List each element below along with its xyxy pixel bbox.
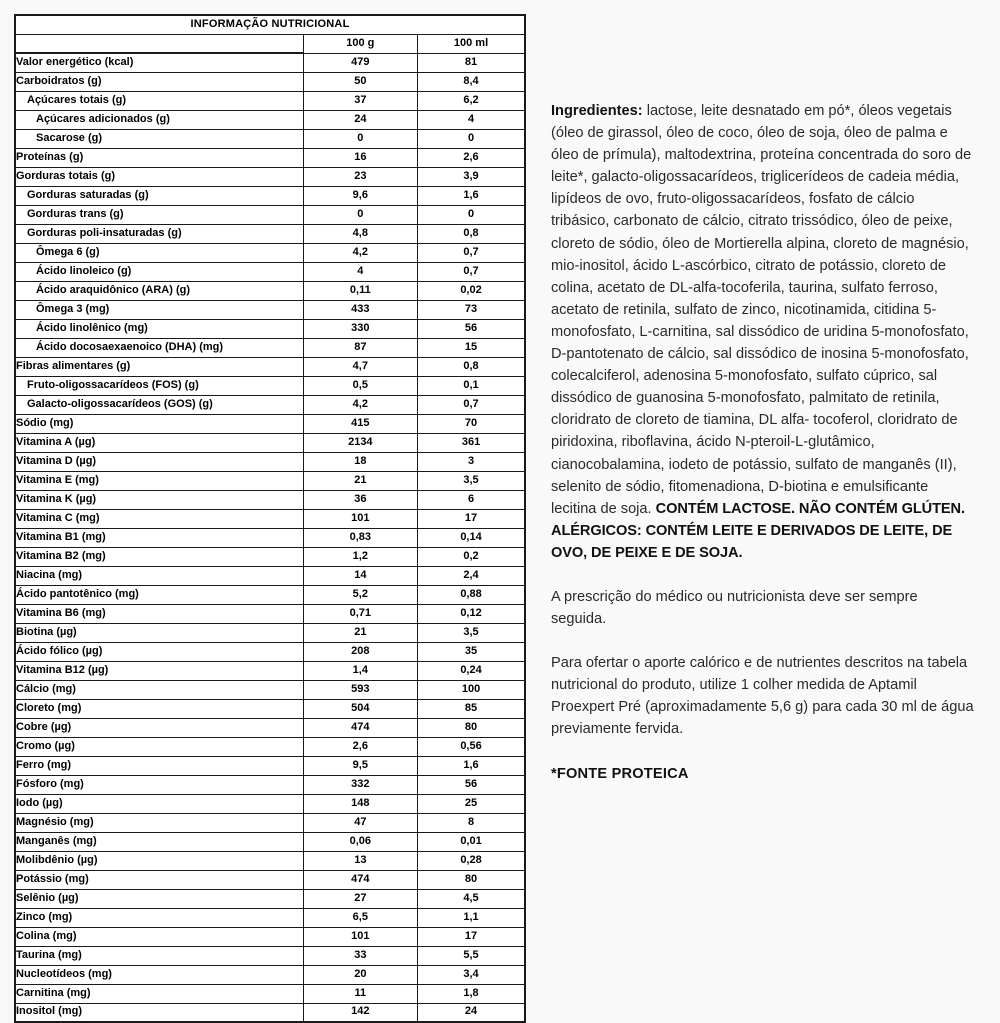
nutrient-value-100ml: 0,24 [418,661,525,680]
nutrient-value-100g: 0,11 [303,281,417,300]
nutrient-value-100g: 9,6 [303,186,417,205]
nutrient-name: Nucleotídeos (mg) [15,965,303,984]
nutrient-value-100g: 4,7 [303,357,417,376]
nutrient-value-100g: 87 [303,338,417,357]
column-header-100ml: 100 ml [418,34,525,53]
nutrient-value-100g: 1,4 [303,661,417,680]
nutrient-value-100ml: 0,28 [418,851,525,870]
table-row [15,718,525,737]
table-row [15,566,525,585]
nutrient-name: Vitamina K (µg) [15,490,303,509]
table-title-row [15,15,525,34]
table-row [15,547,525,566]
nutrient-value-100ml: 8,4 [418,72,525,91]
nutrient-name: Carboidratos (g) [15,72,303,91]
ingredients-paragraph [551,100,975,564]
nutrient-value-100ml: 0 [418,129,525,148]
table-row [15,699,525,718]
nutrient-name: Gorduras saturadas (g) [15,186,303,205]
table-row [15,851,525,870]
nutrient-name: Açúcares totais (g) [15,91,303,110]
nutrient-value-100g: 332 [303,775,417,794]
table-row [15,224,525,243]
nutrient-value-100ml: 80 [418,718,525,737]
nutrient-name: Fósforo (mg) [15,775,303,794]
nutrient-value-100ml: 35 [418,642,525,661]
nutrient-value-100g: 37 [303,91,417,110]
nutrient-value-100ml: 0 [418,205,525,224]
nutrient-value-100g: 23 [303,167,417,186]
nutrient-value-100ml: 56 [418,775,525,794]
nutrient-value-100g: 33 [303,946,417,965]
table-row [15,110,525,129]
table-row [15,585,525,604]
nutrient-value-100ml: 6 [418,490,525,509]
table-row [15,756,525,775]
table-row [15,927,525,946]
nutrient-value-100g: 50 [303,72,417,91]
table-row [15,984,525,1003]
nutrient-value-100ml: 0,7 [418,395,525,414]
nutrient-name: Vitamina B6 (mg) [15,604,303,623]
nutrient-name: Vitamina B12 (µg) [15,661,303,680]
nutrient-value-100g: 4 [303,262,417,281]
table-row [15,813,525,832]
nutrient-name: Gorduras totais (g) [15,167,303,186]
nutrient-name: Ferro (mg) [15,756,303,775]
table-row [15,243,525,262]
nutrient-name: Cobre (µg) [15,718,303,737]
nutrient-value-100ml: 0,12 [418,604,525,623]
nutrient-value-100ml: 0,01 [418,832,525,851]
nutrient-value-100ml: 25 [418,794,525,813]
nutrient-name: Fruto-oligossacarídeos (FOS) (g) [15,376,303,395]
nutrient-name: Manganês (mg) [15,832,303,851]
table-row [15,832,525,851]
nutrient-value-100ml: 0,8 [418,224,525,243]
table-row [15,870,525,889]
nutrient-value-100ml: 0,14 [418,528,525,547]
table-title: INFORMAÇÃO NUTRICIONAL [15,15,525,34]
nutrient-value-100g: 27 [303,889,417,908]
nutrient-name: Iodo (µg) [15,794,303,813]
ingredients-label: Ingredientes: [551,103,643,119]
table-row [15,946,525,965]
product-information-text [551,100,975,785]
nutrient-name: Niacina (mg) [15,566,303,585]
nutrient-value-100g: 21 [303,471,417,490]
nutrient-value-100g: 415 [303,414,417,433]
nutrient-value-100ml: 361 [418,433,525,452]
nutrient-value-100ml: 3,4 [418,965,525,984]
nutrient-value-100g: 16 [303,148,417,167]
nutrient-value-100g: 474 [303,870,417,889]
nutrient-value-100g: 142 [303,1003,417,1022]
nutrient-value-100g: 208 [303,642,417,661]
table-row [15,148,525,167]
table-row [15,775,525,794]
table-row [15,186,525,205]
nutrient-name: Biotina (µg) [15,623,303,642]
nutrient-value-100ml: 4,5 [418,889,525,908]
nutrient-value-100g: 330 [303,319,417,338]
nutrient-value-100g: 20 [303,965,417,984]
nutrient-value-100ml: 24 [418,1003,525,1022]
nutrient-value-100g: 2,6 [303,737,417,756]
nutrition-table-body [15,15,525,1022]
nutrient-value-100ml: 1,6 [418,756,525,775]
nutrient-name: Potássio (mg) [15,870,303,889]
nutrient-name: Sacarose (g) [15,129,303,148]
nutrient-name: Ácido araquidônico (ARA) (g) [15,281,303,300]
nutrient-value-100g: 47 [303,813,417,832]
column-header-100g: 100 g [303,34,417,53]
nutrient-value-100g: 2134 [303,433,417,452]
nutrient-name: Ácido linolênico (mg) [15,319,303,338]
preparation-note: Para ofertar o aporte calórico e de nutrientes descritos na tabela nutricional do produto, utilize 1 colher medida de Aptamil Proexpert Pré (aproximadamente 5,6 g) para cada 30 ml de água previamente fervida. [551,655,974,738]
table-row [15,528,525,547]
table-row [15,281,525,300]
table-row [15,680,525,699]
table-row [15,471,525,490]
table-row [15,604,525,623]
table-row [15,91,525,110]
nutrient-value-100g: 0,83 [303,528,417,547]
nutrient-name: Cromo (µg) [15,737,303,756]
allergen-warning: CONTÉM LACTOSE. NÃO CONTÉM GLÚTEN. ALÉRGICOS: CONTÉM LEITE E DERIVADOS DE LEITE, DE OVO, DE PEIXE E DE SOJA. [551,500,965,561]
nutrient-value-100g: 101 [303,927,417,946]
nutrient-name: Açúcares adicionados (g) [15,110,303,129]
nutrient-value-100ml: 1,8 [418,984,525,1003]
table-row [15,737,525,756]
nutrient-value-100g: 474 [303,718,417,737]
table-row [15,129,525,148]
table-row [15,72,525,91]
nutrient-value-100ml: 0,56 [418,737,525,756]
nutrition-table-container [14,14,526,1023]
nutrient-name: Vitamina B2 (mg) [15,547,303,566]
nutrient-name: Ácido linoleico (g) [15,262,303,281]
nutrient-name: Inositol (mg) [15,1003,303,1022]
nutrient-value-100g: 504 [303,699,417,718]
table-row [15,376,525,395]
nutrient-value-100ml: 4 [418,110,525,129]
nutrient-name: Vitamina A (µg) [15,433,303,452]
nutrient-value-100ml: 3,5 [418,623,525,642]
nutrient-value-100g: 0 [303,205,417,224]
nutrient-value-100g: 0 [303,129,417,148]
nutrient-name: Molibdênio (µg) [15,851,303,870]
nutrient-name: Fibras alimentares (g) [15,357,303,376]
table-row [15,642,525,661]
nutrient-name: Carnitina (mg) [15,984,303,1003]
nutrient-name: Proteínas (g) [15,148,303,167]
prescription-note: A prescrição do médico ou nutricionista deve ser sempre seguida. [551,588,918,628]
nutrient-value-100ml: 0,8 [418,357,525,376]
nutrient-value-100ml: 70 [418,414,525,433]
nutrient-name: Colina (mg) [15,927,303,946]
nutrient-value-100ml: 0,1 [418,376,525,395]
nutrition-table [14,14,526,1023]
table-row [15,509,525,528]
nutrient-name: Taurina (mg) [15,946,303,965]
table-row [15,889,525,908]
table-row [15,452,525,471]
nutrient-value-100g: 0,5 [303,376,417,395]
nutrient-value-100ml: 81 [418,53,525,72]
nutrient-value-100g: 4,2 [303,395,417,414]
nutrient-name: Ômega 3 (mg) [15,300,303,319]
nutrient-name: Valor energético (kcal) [15,53,303,72]
nutrient-value-100g: 18 [303,452,417,471]
table-row [15,965,525,984]
nutrient-value-100g: 479 [303,53,417,72]
protein-source-note: *FONTE PROTEICA [551,765,689,782]
nutrient-name: Cálcio (mg) [15,680,303,699]
nutrient-name: Gorduras trans (g) [15,205,303,224]
table-row [15,167,525,186]
nutrient-value-100g: 101 [303,509,417,528]
nutrient-value-100g: 4,8 [303,224,417,243]
nutrient-value-100g: 36 [303,490,417,509]
nutrient-value-100ml: 1,1 [418,908,525,927]
nutrient-value-100g: 14 [303,566,417,585]
table-row [15,908,525,927]
nutrient-name: Galacto-oligossacarídeos (GOS) (g) [15,395,303,414]
table-header-row [15,34,525,53]
nutrient-value-100ml: 0,2 [418,547,525,566]
nutrient-name: Vitamina E (mg) [15,471,303,490]
nutrient-value-100g: 4,2 [303,243,417,262]
table-row [15,661,525,680]
nutrient-value-100g: 148 [303,794,417,813]
nutrient-value-100ml: 17 [418,927,525,946]
table-row [15,300,525,319]
table-row [15,623,525,642]
nutrient-value-100g: 1,2 [303,547,417,566]
table-row [15,53,525,72]
nutrient-value-100g: 11 [303,984,417,1003]
nutrient-value-100ml: 73 [418,300,525,319]
nutrient-value-100ml: 0,7 [418,262,525,281]
table-row [15,338,525,357]
ingredients-body: lactose, leite desnatado em pó*, óleos vegetais (óleo de girassol, óleo de coco, óleo de soja, óleo de palma e óleo de prímula), maltodextrina, proteína concentrada do soro de leite*, galacto-oligossacarídeos, triglicerídeos de cadeia média, lipídeos de ovo, fruto-oligossacarídeos, fosfato de cálcio tribásico, carbonato de cálcio, citrato trissódico, óleo de peixe, cloreto de sódio, óleo de Mortierella alpina, cloreto de magnésio, mio-inositol, ácido L-ascórbico, citrato de potássio, cloreto de colina, acetato de DL-alfa-tocoferila, taurina, sulfato ferroso, acetato de retinila, sulfato de zinco, nicotinamida, citidina 5-monofosfato, L-carnitina, sal dissódico de uridina 5-monofosfato, D-pantotenato de cálcio, sal dissódico de inosina 5-monofosfato, colecalciferol, adenosina 5-monofosfato, sulfato cúprico, sal dissódico de guanosina 5-monofosfato, palmitato de retinila, cloridrato de cloreto de tiamina, DL alfa- tocoferol, cloridrato de piridoxina, riboflavina, ácido N-pteroil-L-glutâmico, cianocobalamina, iodeto de potássio, sulfato de manganês (II), selenito de sódio, fitomenadiona, D-biotina e emulsificante lecitina de soja. [551,103,972,517]
nutrient-value-100ml: 80 [418,870,525,889]
table-row [15,433,525,452]
column-header-blank [15,34,303,53]
table-row [15,205,525,224]
nutrient-value-100ml: 6,2 [418,91,525,110]
nutrient-value-100ml: 17 [418,509,525,528]
nutrient-value-100ml: 56 [418,319,525,338]
nutrient-value-100g: 5,2 [303,585,417,604]
nutrient-name: Vitamina D (µg) [15,452,303,471]
nutrient-value-100ml: 100 [418,680,525,699]
nutrient-name: Cloreto (mg) [15,699,303,718]
nutrient-value-100ml: 0,02 [418,281,525,300]
nutrient-value-100g: 13 [303,851,417,870]
nutrient-value-100g: 24 [303,110,417,129]
nutrient-value-100ml: 1,6 [418,186,525,205]
nutrient-value-100ml: 5,5 [418,946,525,965]
table-row [15,319,525,338]
nutrient-value-100ml: 3 [418,452,525,471]
nutrient-name: Vitamina C (mg) [15,509,303,528]
table-row [15,395,525,414]
table-row [15,414,525,433]
nutrient-value-100ml: 85 [418,699,525,718]
nutrient-value-100g: 0,06 [303,832,417,851]
table-row [15,357,525,376]
nutrient-value-100g: 21 [303,623,417,642]
nutrient-name: Sódio (mg) [15,414,303,433]
nutrient-value-100g: 593 [303,680,417,699]
nutrient-name: Gorduras poli-insaturadas (g) [15,224,303,243]
nutrient-value-100ml: 15 [418,338,525,357]
nutrient-value-100ml: 0,88 [418,585,525,604]
nutrient-value-100ml: 2,6 [418,148,525,167]
nutrient-value-100ml: 3,5 [418,471,525,490]
table-row [15,794,525,813]
nutrient-name: Magnésio (mg) [15,813,303,832]
table-row [15,1003,525,1022]
nutrient-value-100ml: 8 [418,813,525,832]
nutrient-name: Ácido pantotênico (mg) [15,585,303,604]
nutrient-name: Ácido docosaexaenoico (DHA) (mg) [15,338,303,357]
nutrient-value-100g: 0,71 [303,604,417,623]
nutrient-value-100ml: 0,7 [418,243,525,262]
nutrient-value-100ml: 2,4 [418,566,525,585]
nutrient-value-100ml: 3,9 [418,167,525,186]
nutrient-name: Selênio (µg) [15,889,303,908]
nutrient-value-100g: 433 [303,300,417,319]
nutrient-name: Ômega 6 (g) [15,243,303,262]
table-row [15,490,525,509]
nutrient-value-100g: 6,5 [303,908,417,927]
table-row [15,262,525,281]
nutrient-value-100g: 9,5 [303,756,417,775]
nutrient-name: Zinco (mg) [15,908,303,927]
nutrient-name: Vitamina B1 (mg) [15,528,303,547]
nutrient-name: Ácido fólico (µg) [15,642,303,661]
